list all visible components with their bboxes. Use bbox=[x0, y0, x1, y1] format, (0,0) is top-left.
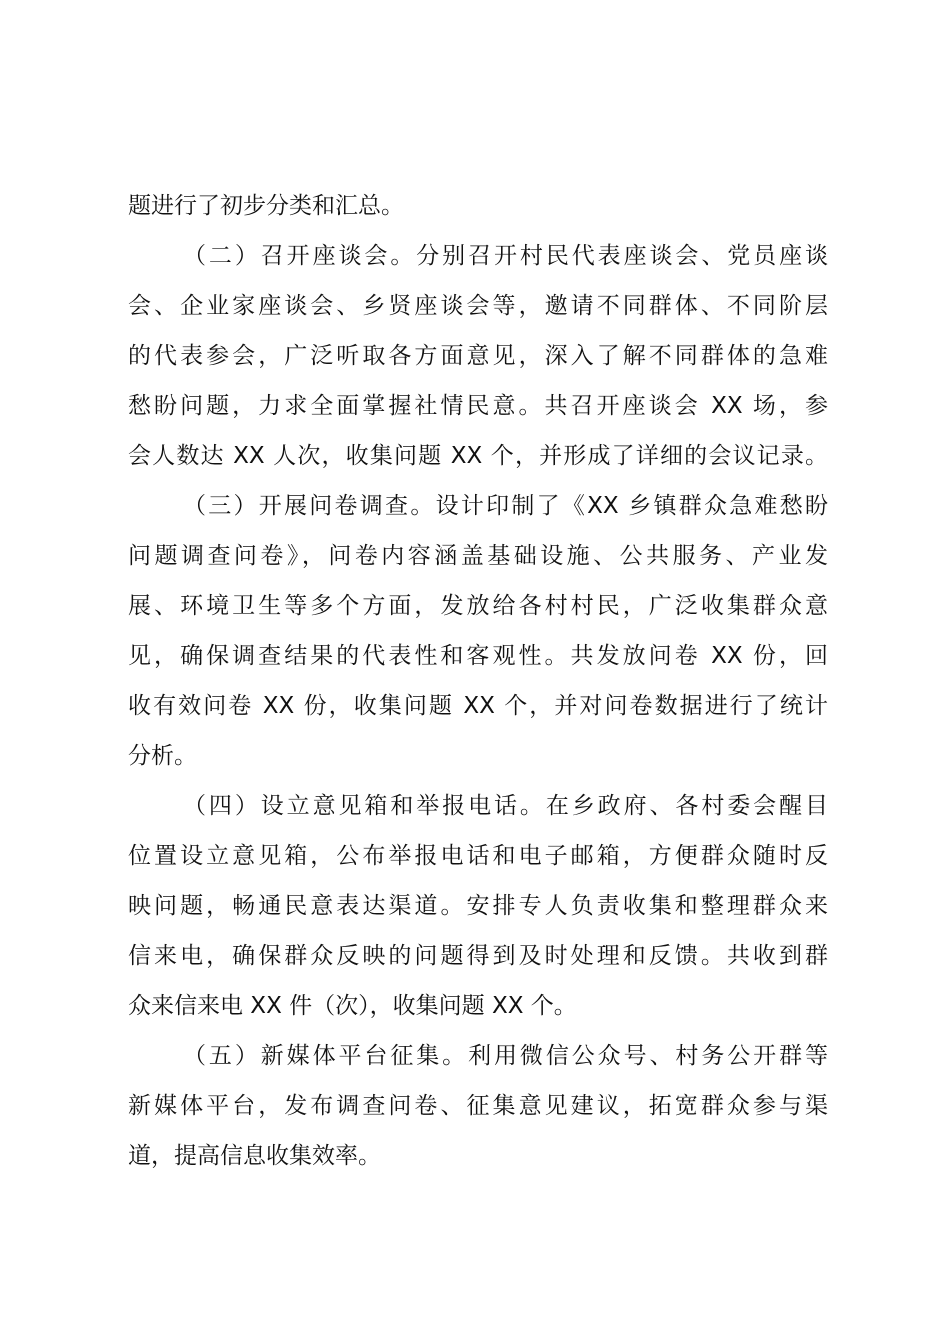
text-line: 会人数达 XX 人次，收集问题 XX 个，并形成了详细的会议记录。 bbox=[128, 443, 828, 469]
text-line: 问题调查问卷》，问卷内容涵盖基础设施、公共服务、产业发 bbox=[128, 543, 828, 569]
text-line: 收有效问卷 XX 份，收集问题 XX 个，并对问卷数据进行了统计 bbox=[128, 693, 828, 719]
text-line: 位置设立意见箱，公布举报电话和电子邮箱，方便群众随时反 bbox=[128, 843, 828, 869]
section-heading-line: （三）开展问卷调查。设计印制了《XX 乡镇群众急难愁盼 bbox=[183, 493, 828, 519]
section-heading-line: （二）召开座谈会。分别召开村民代表座谈会、党员座谈 bbox=[183, 243, 828, 269]
text-line: 愁盼问题，力求全面掌握社情民意。共召开座谈会 XX 场，参 bbox=[128, 393, 828, 419]
text-line: 展、环境卫生等多个方面，发放给各村村民，广泛收集群众意 bbox=[128, 593, 828, 619]
text-line: 新媒体平台，发布调查问卷、征集意见建议，拓宽群众参与渠 bbox=[128, 1093, 828, 1119]
text-line: 题进行了初步分类和汇总。 bbox=[128, 193, 404, 219]
text-line: 见，确保调查结果的代表性和客观性。共发放问卷 XX 份，回 bbox=[128, 643, 828, 669]
text-line: 分析。 bbox=[128, 743, 197, 769]
text-line: 的代表参会，广泛听取各方面意见，深入了解不同群体的急难 bbox=[128, 343, 828, 369]
text-line: 信来电，确保群众反映的问题得到及时处理和反馈。共收到群 bbox=[128, 943, 828, 969]
text-line: 会、企业家座谈会、乡贤座谈会等，邀请不同群体、不同阶层 bbox=[128, 293, 828, 319]
section-heading-line: （五）新媒体平台征集。利用微信公众号、村务公开群等 bbox=[183, 1043, 828, 1069]
section-heading-line: （四）设立意见箱和举报电话。在乡政府、各村委会醒目 bbox=[183, 793, 828, 819]
text-line: 道，提高信息收集效率。 bbox=[128, 1143, 381, 1169]
text-line: 众来信来电 XX 件（次），收集问题 XX 个。 bbox=[128, 993, 577, 1019]
text-line: 映问题，畅通民意表达渠道。安排专人负责收集和整理群众来 bbox=[128, 893, 828, 919]
